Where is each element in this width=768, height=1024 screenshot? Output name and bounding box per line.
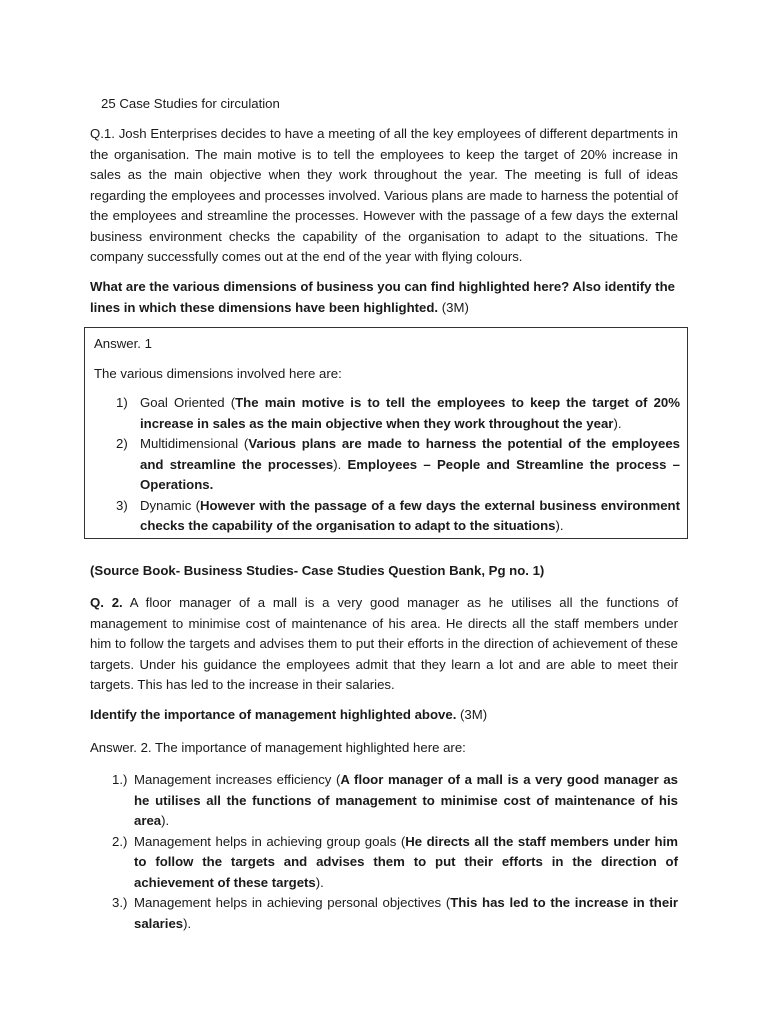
item-close: ). — [315, 874, 324, 890]
item-number: 1.) — [112, 772, 128, 787]
item-detail: A floor manager of a mall is a very good manager as he utilises all the functions of management to minimise cost of maintenance of his area — [134, 772, 679, 828]
answer2-item — [90, 770, 678, 832]
item-extra: Employees – People and Streamline the process – Operations. — [140, 456, 680, 492]
q1-paragraph — [90, 124, 678, 268]
answer2-item — [90, 832, 678, 894]
answer1-list — [94, 393, 680, 537]
q1-label: Q.1. — [90, 126, 115, 141]
item-term: Dynamic ( — [140, 497, 201, 513]
q2-label: Q. 2. — [90, 595, 123, 610]
answer1-item — [94, 393, 680, 434]
q1-question — [90, 277, 678, 318]
document-title: 25 Case Studies for circulation — [101, 96, 280, 111]
item-number: 3.) — [112, 895, 128, 910]
answer1-box — [84, 327, 688, 539]
answer2-item — [90, 893, 678, 934]
item-detail: He directs all the staff members under him to follow the targets and advises them to put their efforts in the direction of achievement of these targets — [134, 833, 678, 890]
q2-question-text: Identify the importance of management highlighted above. — [90, 707, 457, 722]
item-detail: The main motive is to tell the employees to keep the target of 20% increase in sales as the main objective when they work throughout the year — [140, 395, 680, 431]
item-close: ). — [555, 518, 564, 533]
q1-question-text: What are the various dimensions of business you can find highlighted here? Also identify the lines in which these dimensions have been highlighted. — [90, 279, 675, 315]
answer1-item — [94, 434, 680, 496]
item-number: 2) — [116, 436, 128, 451]
answer1-intro: The various dimensions involved here are: — [94, 365, 342, 381]
answer2-heading: Answer. 2. The importance of management highlighted here are: — [90, 740, 466, 755]
q2-paragraph — [90, 593, 678, 696]
item-number: 3) — [116, 497, 128, 513]
item-term: Multidimensional ( — [140, 436, 249, 451]
item-detail: This has led to the increase in their salaries — [134, 895, 678, 931]
q2-question — [90, 705, 678, 726]
item-term: Management increases efficiency ( — [134, 772, 341, 787]
item-term: Goal Oriented ( — [140, 395, 236, 410]
item-close: ). — [183, 915, 192, 931]
item-detail: However with the passage of a few days the external business environment checks the capability of the organisation to adapt to the situations — [140, 497, 680, 533]
item-term: Management helps in achieving personal objectives ( — [134, 895, 451, 910]
answer2-list — [90, 770, 678, 934]
source-citation: (Source Book- Business Studies- Case Studies Question Bank, Pg no. 1) — [90, 563, 545, 578]
item-close: ). — [333, 456, 348, 472]
item-term: Management helps in achieving group goals ( — [134, 833, 406, 849]
q1-text: Josh Enterprises decides to have a meeting of all the key employees of different departments in the organisation. The main motive is to tell the employees to keep the target of 20% increase in sales as the main objective when they work throughout the year. The meeting is full of ideas regarding the employees and processes involved. Various plans are made to harness the potential of the employees and streamline the processes. However with the passage of a few days the external business environment checks the capability of the organisation to adapt to the situations. The company successfully comes out at the end of the year with flying colours. — [90, 126, 678, 264]
answer1-heading: Answer. 1 — [94, 336, 152, 351]
item-detail: Various plans are made to harness the potential of the employees and streamline the processes — [140, 436, 680, 472]
item-close: ). — [161, 813, 170, 828]
q1-marks: (3M) — [441, 299, 469, 315]
q2-text: A floor manager of a mall is a very good manager as he utilises all the functions of management to minimise cost of maintenance of his area. He directs all the staff members under him to follow the targets and advises them to put their efforts in the direction of achievement of these targets. Under his guidance the employees admit that they learn a lot and are able to meet their targets. This has led to the increase in their salaries. — [90, 595, 678, 692]
item-number: 2.) — [112, 833, 128, 849]
q2-marks: (3M) — [460, 707, 488, 722]
item-close: ). — [613, 415, 622, 431]
item-number: 1) — [116, 395, 128, 410]
answer1-item — [94, 496, 680, 537]
